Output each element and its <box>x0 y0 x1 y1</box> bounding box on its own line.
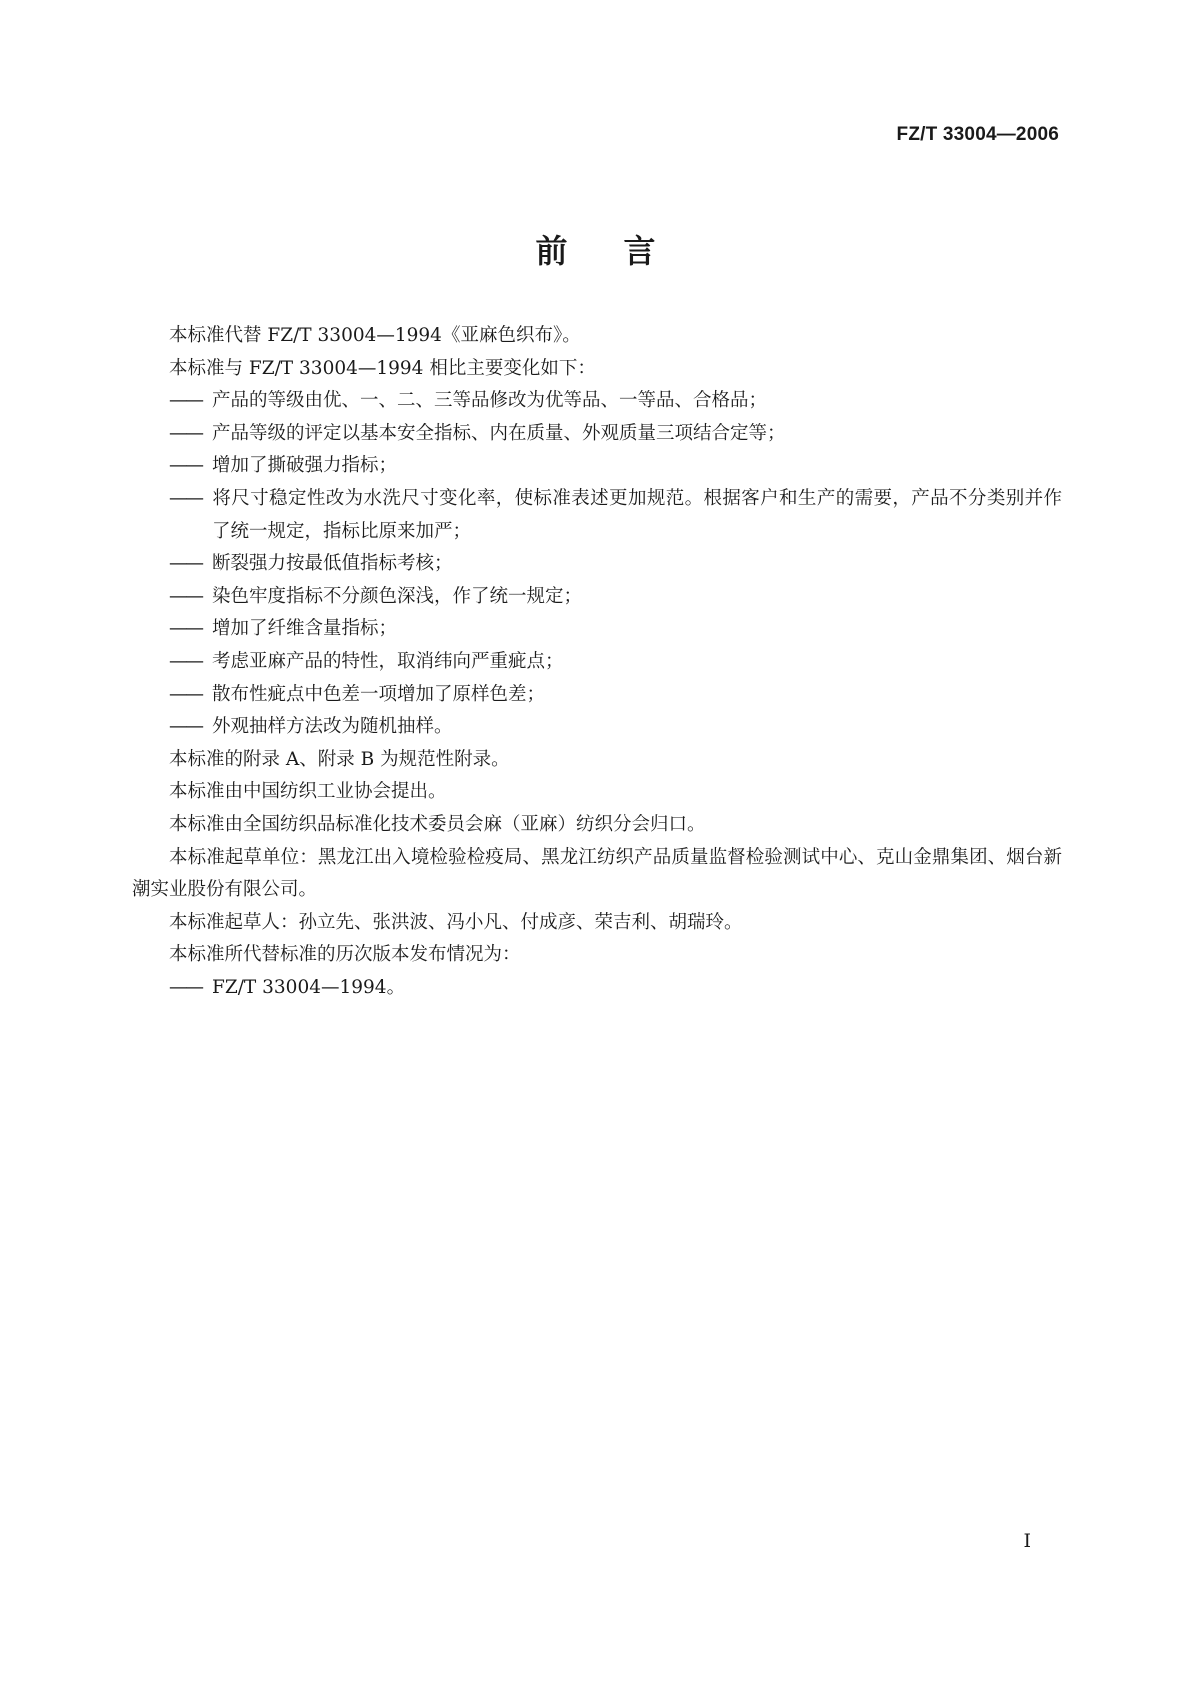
proposed-by-paragraph: 本标准由中国纺织工业协会提出。 <box>169 781 447 803</box>
list-dash: —— <box>169 487 202 509</box>
list-item-text: 将尺寸稳定性改为水洗尺寸变化率，使标准表述更加规范。根据客户和生产的需要，产品不分类别并作了统一规定，指标比原来加严； <box>212 487 1062 542</box>
list-dash: —— <box>169 683 202 705</box>
list-item-text: 断裂强力按最低值指标考核； <box>212 553 453 575</box>
standard-code: FZ/T 33004—2006 <box>896 124 1059 145</box>
history-item-text: FZ/T 33004—1994。 <box>212 976 406 998</box>
list-dash: —— <box>169 455 202 477</box>
history-intro-paragraph: 本标准所代替标准的历次版本发布情况为： <box>169 944 521 966</box>
intro-paragraph-1: 本标准代替 FZ/T 33004—1994《亚麻色织布》。 <box>169 325 581 346</box>
list-dash: —— <box>169 390 202 412</box>
history-item <box>132 972 1062 1005</box>
list-item <box>132 679 1062 712</box>
list-item <box>132 711 1062 744</box>
changes-list <box>132 385 1062 744</box>
list-item-text: 增加了纤维含量指标； <box>212 618 398 640</box>
list-item <box>132 548 1062 581</box>
appendix-paragraph: 本标准的附录 A、附录 B 为规范性附录。 <box>169 748 510 770</box>
list-item <box>132 418 1062 451</box>
page-number: I <box>1023 1530 1031 1552</box>
centralized-by-paragraph: 本标准由全国纺织品标准化技术委员会麻（亚麻）纺织分会归口。 <box>169 813 706 835</box>
list-item <box>132 646 1062 679</box>
list-item-text: 产品的等级由优、一、二、三等品修改为优等品、一等品、合格品； <box>212 390 768 412</box>
list-dash: —— <box>169 553 202 575</box>
list-item <box>132 483 1062 548</box>
list-dash: —— <box>169 650 202 672</box>
page-title: 前言 <box>535 232 712 270</box>
list-item-text: 染色牢度指标不分颜色深浅，作了统一规定； <box>212 585 583 607</box>
list-dash: —— <box>169 716 202 738</box>
list-item <box>132 581 1062 614</box>
list-dash: —— <box>169 976 202 998</box>
list-dash: —— <box>169 585 202 607</box>
list-item-text: 增加了撕破强力指标； <box>212 455 398 477</box>
list-item <box>132 385 1062 418</box>
drafters-paragraph: 本标准起草人：孙立先、张洪波、冯小凡、付成彦、荣吉利、胡瑞玲。 <box>169 911 743 933</box>
foreword-body <box>132 320 1062 1004</box>
list-dash: —— <box>169 422 202 444</box>
list-item-text: 散布性疵点中色差一项增加了原样色差； <box>212 683 546 705</box>
list-item <box>132 613 1062 646</box>
intro-paragraph-2: 本标准与 FZ/T 33004—1994 相比主要变化如下： <box>169 357 596 379</box>
list-item <box>132 450 1062 483</box>
list-dash: —— <box>169 618 202 640</box>
list-item-text: 考虑亚麻产品的特性，取消纬向严重疵点； <box>212 650 564 672</box>
drafting-units-paragraph: 本标准起草单位：黑龙江出入境检验检疫局、黑龙江纺织产品质量监督检验测试中心、克山金鼎集团、烟台新潮实业股份有限公司。 <box>132 846 1062 901</box>
list-item-text: 产品等级的评定以基本安全指标、内在质量、外观质量三项结合定等； <box>212 422 786 444</box>
list-item-text: 外观抽样方法改为随机抽样。 <box>212 716 453 738</box>
